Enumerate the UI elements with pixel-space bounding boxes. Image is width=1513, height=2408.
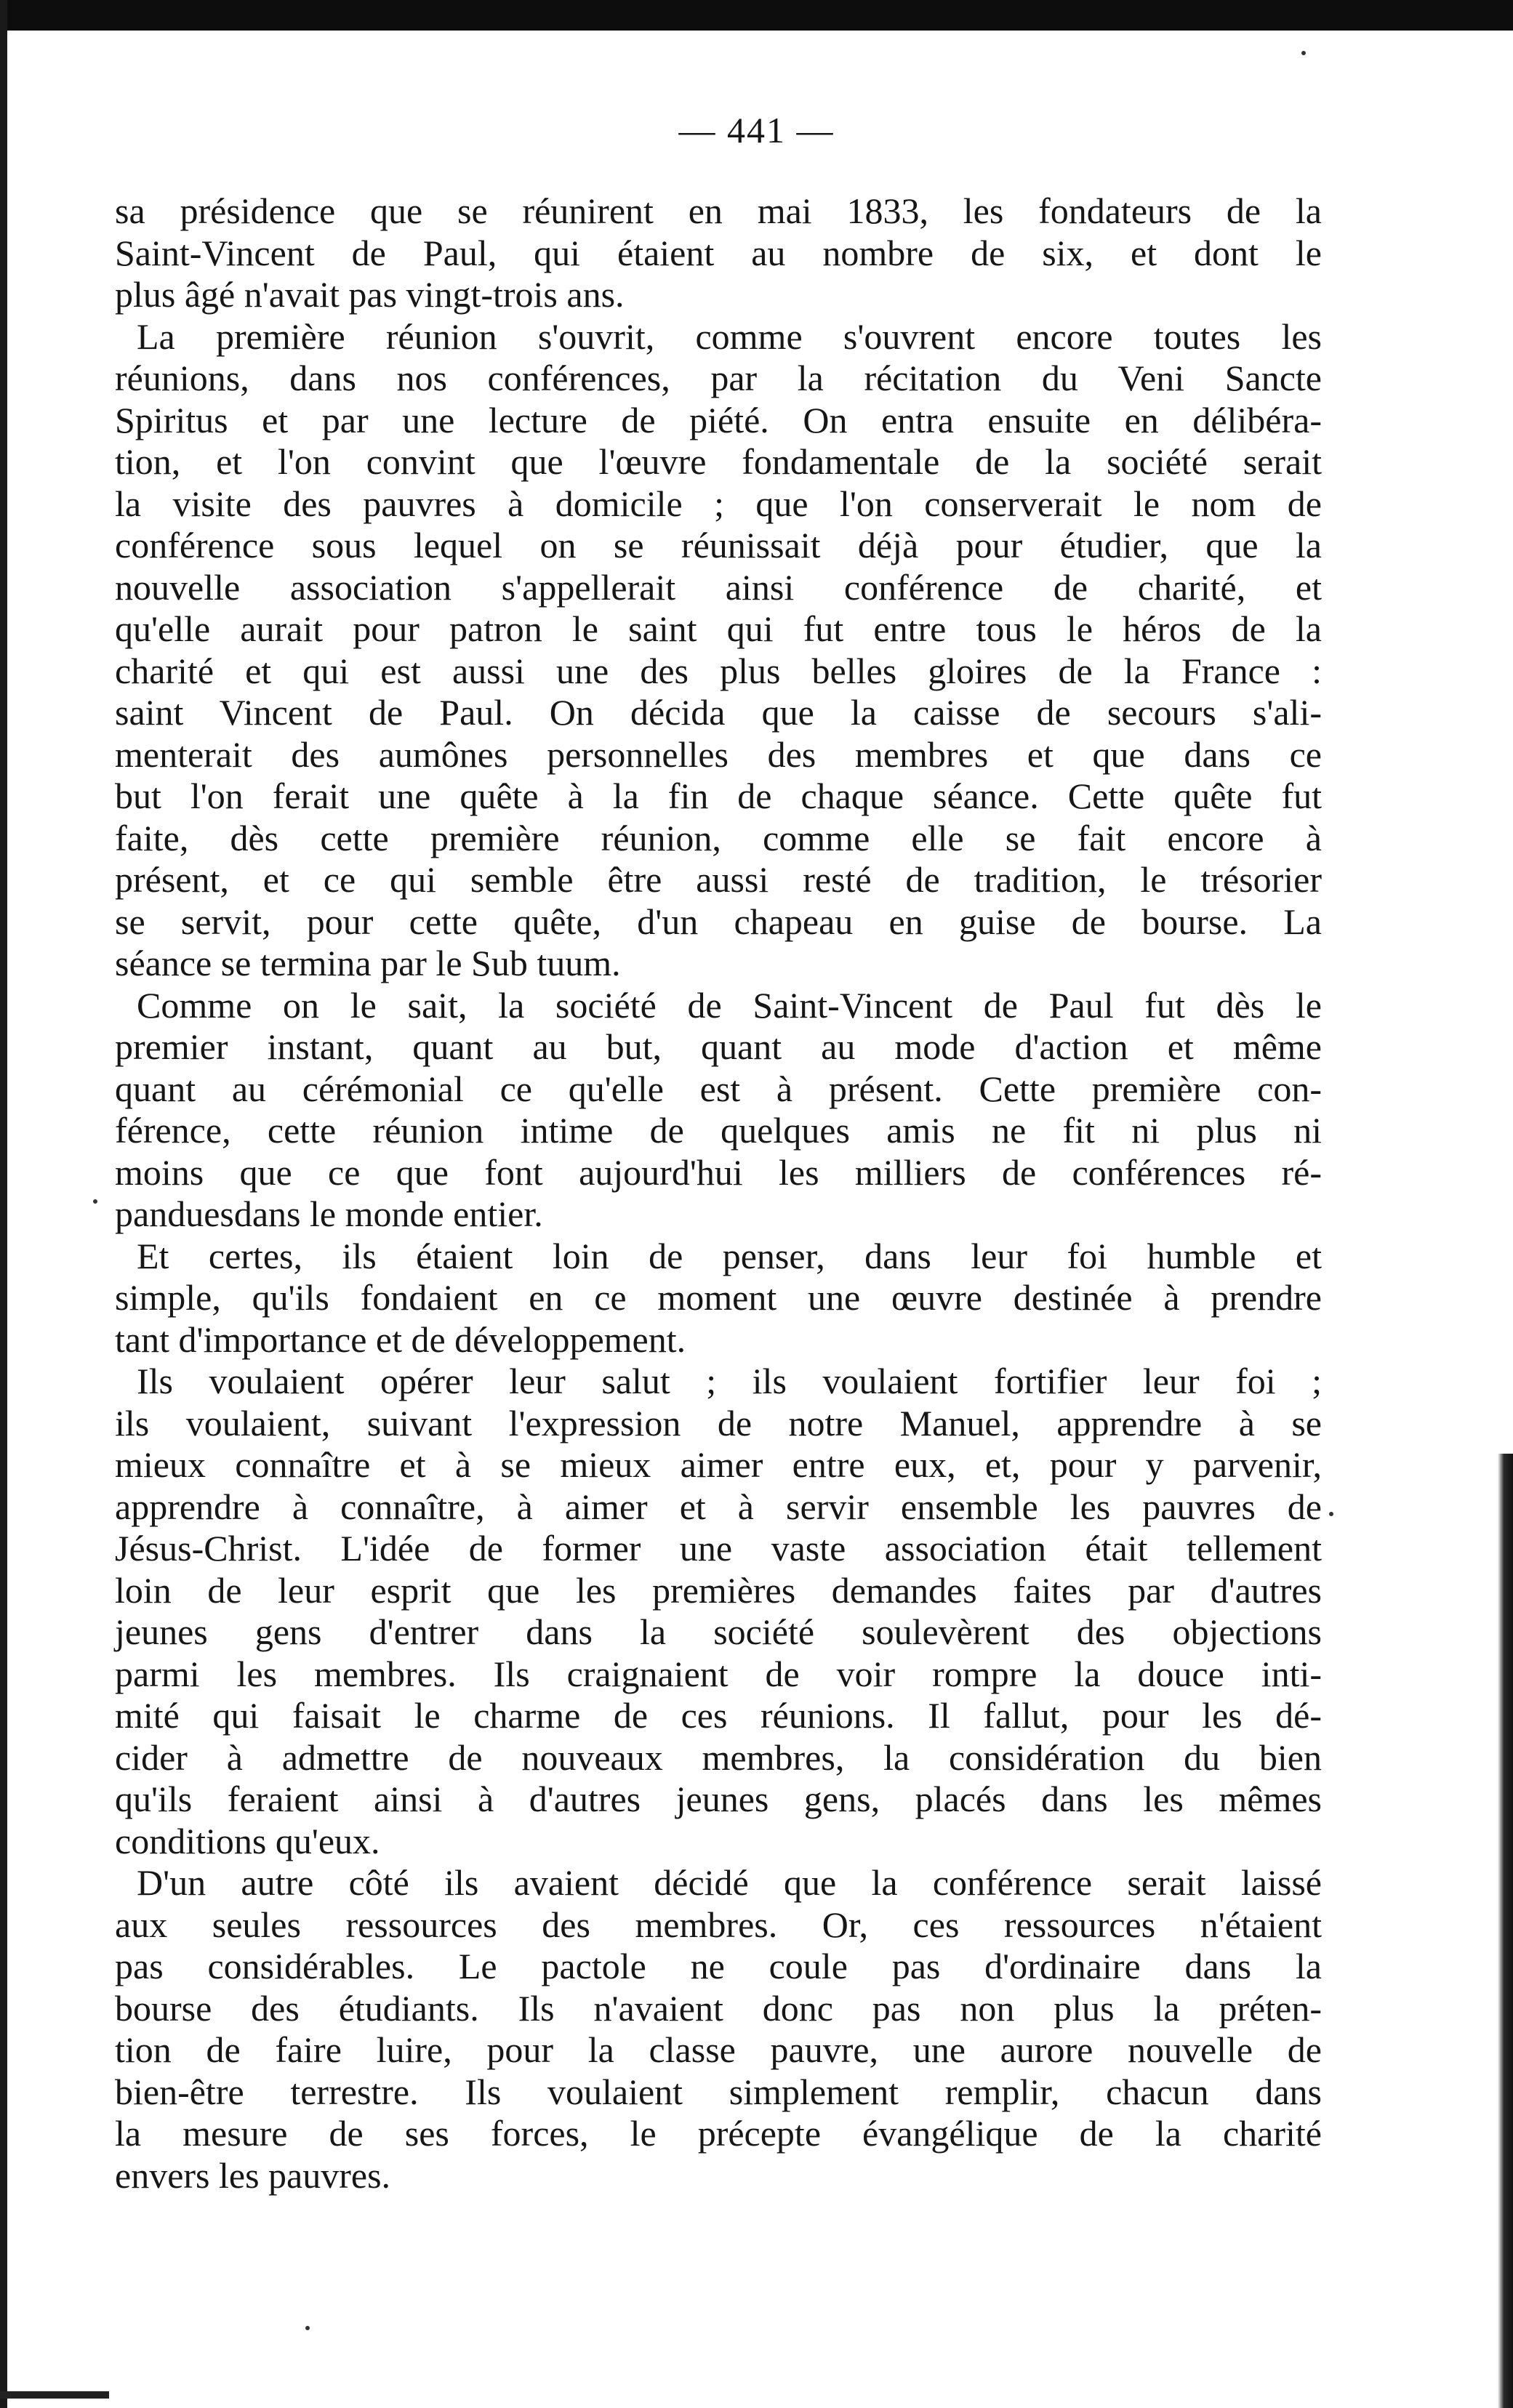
text-line: jeunes gens d'entrer dans la société soulevèrent des objections xyxy=(115,1611,1322,1652)
text-line: nouvelle association s'appellerait ainsi conférence de charité, et xyxy=(115,566,1322,608)
text-line: simple, qu'ils fondaient en ce moment une œuvre destinée à prendre xyxy=(115,1277,1322,1318)
text-line: moins que ce que font aujourd'hui les milliers de conférences ré- xyxy=(115,1151,1322,1193)
top-scan-border xyxy=(0,0,1513,31)
text-line: tion de faire luire, pour la classe pauvre, une aurore nouvelle de xyxy=(115,2029,1322,2070)
text-line: premier instant, quant au but, quant au mode d'action et même xyxy=(115,1026,1322,1067)
text-line: la visite des pauvres à domicile ; que l'on conserverait le nom de xyxy=(115,483,1322,524)
text-line: conférence sous lequel on se réunissait déjà pour étudier, que la xyxy=(115,525,1322,565)
scan-speck xyxy=(305,2326,310,2330)
text-line: réunions, dans nos conférences, par la récitation du Veni Sancte xyxy=(115,358,1322,398)
text-line: plus âgé n'avait pas vingt-trois ans. xyxy=(115,274,625,315)
scan-speck xyxy=(93,1199,97,1204)
text-line: La première réunion s'ouvrit, comme s'ouvrent encore toutes les xyxy=(137,315,1322,357)
text-line: cider à admettre de nouveaux membres, la considération du bien xyxy=(115,1736,1322,1778)
text-line: charité et qui est aussi une des plus belles gloires de la France : xyxy=(115,650,1322,691)
text-line: Jésus-Christ. L'idée de former une vaste association était tellement xyxy=(115,1528,1322,1569)
text-line: saint Vincent de Paul. On décida que la caisse de secours s'ali- xyxy=(115,692,1322,733)
text-line: quant au cérémonial ce qu'elle est à présent. Cette première con- xyxy=(115,1068,1322,1109)
scan-speck xyxy=(1301,51,1306,55)
text-line: mieux connaître et à se mieux aimer entre eux, et, pour y parvenir, xyxy=(115,1444,1322,1485)
text-line: sa présidence que se réunirent en mai 1833, les fondateurs de la xyxy=(115,190,1322,231)
text-line: faite, dès cette première réunion, comme elle se fait encore à xyxy=(115,817,1322,858)
text-line: la mesure de ses forces, le précepte évangélique de la charité xyxy=(115,2113,1322,2154)
text-line: se servit, pour cette quête, d'un chapeau en guise de bourse. La xyxy=(115,901,1322,942)
text-line: Ils voulaient opérer leur salut ; ils voulaient fortifier leur foi ; xyxy=(137,1361,1322,1401)
text-line: Comme on le sait, la société de Saint-Vincent de Paul fut dès le xyxy=(137,984,1322,1026)
text-line: pas considérables. Le pactole ne coule pas d'ordinaire dans la xyxy=(115,1946,1322,1986)
text-line: bourse des étudiants. Ils n'avaient donc pas non plus la préten- xyxy=(115,1987,1322,2029)
text-line: Spiritus et par une lecture de piété. On entra ensuite en délibéra- xyxy=(115,399,1322,440)
text-line: bien-être terrestre. Ils voulaient simplement remplir, chacun dans xyxy=(115,2071,1322,2112)
text-line: envers les pauvres. xyxy=(115,2154,391,2196)
text-line: conditions qu'eux. xyxy=(115,1820,380,1861)
text-line: panduesdans le monde entier. xyxy=(115,1193,543,1234)
text-line: aux seules ressources des membres. Or, ces ressources n'étaient xyxy=(115,1904,1322,1945)
page-number: — 441 — xyxy=(678,110,835,150)
body-text xyxy=(115,190,1322,2196)
bottom-scan-mark xyxy=(0,2391,109,2399)
text-line: but l'on ferait une quête à la fin de chaque séance. Cette quête fut xyxy=(115,776,1322,816)
text-line: apprendre à connaître, à aimer et à servir ensemble les pauvres de xyxy=(115,1486,1322,1527)
text-line: menterait des aumônes personnelles des membres et que dans ce xyxy=(115,733,1322,775)
text-line: mité qui faisait le charme de ces réunions. Il fallut, pour les dé- xyxy=(115,1695,1322,1736)
text-line: loin de leur esprit que les premières demandes faites par d'autres xyxy=(115,1569,1322,1611)
text-line: qu'elle aurait pour patron le saint qui fut entre tous le héros de la xyxy=(115,608,1322,649)
text-line: tion, et l'on convint que l'œuvre fondamentale de la société serait xyxy=(115,441,1322,482)
right-scan-edge xyxy=(1498,1454,1513,2408)
text-line: ils voulaient, suivant l'expression de notre Manuel, apprendre à se xyxy=(115,1402,1322,1443)
text-line: Et certes, ils étaient loin de penser, dans leur foi humble et xyxy=(137,1235,1322,1276)
text-line: D'un autre côté ils avaient décidé que la conférence serait laissé xyxy=(137,1862,1322,1903)
text-line: parmi les membres. Ils craignaient de voir rompre la douce inti- xyxy=(115,1653,1322,1694)
text-line: qu'ils feraient ainsi à d'autres jeunes gens, placés dans les mêmes xyxy=(115,1779,1322,1819)
text-line: Saint-Vincent de Paul, qui étaient au nombre de six, et dont le xyxy=(115,232,1322,273)
scan-speck xyxy=(1329,1512,1333,1516)
text-line: férence, cette réunion intime de quelques amis ne fit ni plus ni xyxy=(115,1110,1322,1151)
left-scan-border xyxy=(0,0,7,2408)
text-line: tant d'importance et de développement. xyxy=(115,1318,686,1360)
text-line: présent, et ce qui semble être aussi resté de tradition, le trésorier xyxy=(115,859,1322,900)
text-line: séance se termina par le Sub tuum. xyxy=(115,943,621,983)
